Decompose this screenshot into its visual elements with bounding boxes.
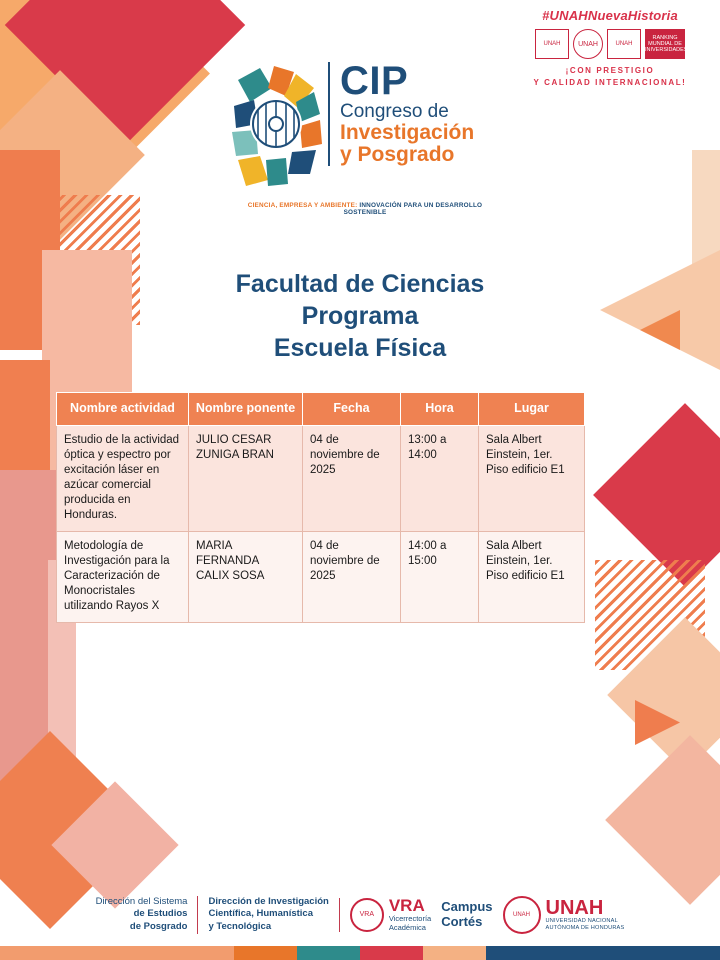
footer-posgrado-block [96, 896, 188, 934]
cip-line-3: y Posgrado [340, 142, 455, 166]
column-header-hora: Hora [401, 393, 479, 426]
slogan-line-1: ¡CON PRESTIGIO [565, 66, 655, 75]
cell-actividad: Metodología de Investigación para la Caracterización de Monocristales utilizando Rayos X [57, 531, 189, 622]
cell-fecha: 04 de noviembre de 2025 [303, 531, 401, 622]
title-line-3: Escuela Física [273, 334, 447, 362]
accreditation-seals [520, 29, 700, 59]
cip-line-2: Investigación [340, 120, 475, 144]
vra-line-1: Vicerrectoría [388, 914, 432, 924]
column-header-fecha: Fecha [303, 393, 401, 426]
column-header-ponente: Nombre ponente [189, 393, 303, 426]
bar-segment-6 [486, 946, 720, 960]
bar-segment-1 [0, 946, 234, 960]
vra-acronym: VRA [388, 896, 425, 916]
slogan-line-2: Y CALIDAD INTERNACIONAL! [533, 78, 687, 88]
title-line-2: Programa [301, 302, 419, 330]
decor-shape-right-strip [692, 150, 720, 270]
cip-line-1: Congreso de [340, 101, 449, 122]
campus-line-1: Campus [441, 899, 493, 915]
cell-hora: 13:00 a 14:00 [401, 425, 479, 531]
bottom-color-bar [0, 946, 720, 960]
page-title [130, 268, 590, 364]
cip-acronym: CIP [340, 59, 409, 103]
cell-lugar: Sala Albert Einstein, 1er. Piso edificio E1 [479, 425, 585, 531]
unah-badge [520, 8, 700, 88]
table-row [57, 531, 585, 622]
cell-fecha: 04 de noviembre de 2025 [303, 425, 401, 531]
cip-logo [230, 59, 500, 216]
schedule-table [56, 392, 585, 623]
seal-ranking-icon: RANKING MUNDIAL DE UNIVERSIDADES [645, 29, 685, 59]
seal-unah-2-icon: UNAH [573, 29, 603, 59]
table-header-row [57, 393, 585, 426]
bar-segment-3 [297, 946, 360, 960]
decor-shape-right-peach-triangle [600, 250, 720, 370]
footer-posgrado-line-1: Dirección del Sistema [95, 895, 188, 907]
unah-seal-icon: UNAH [503, 896, 541, 934]
vra-line-2: Académica [388, 923, 426, 933]
hashtag-text: #UNAHNuevaHistoria [542, 8, 678, 23]
unah-line-1: UNIVERSIDAD NACIONAL [545, 918, 618, 925]
cell-actividad: Estudio de la actividad óptica y espectro por excitación láser en azúcar comercial producida en Honduras. [57, 425, 189, 531]
footer-investigacion-line-2: Científica, Humanística [208, 908, 313, 920]
cip-wordmark [328, 59, 475, 166]
cell-ponente: JULIO CESAR ZUNIGA BRAN [189, 425, 303, 531]
title-line-1: Facultad de Ciencias [235, 270, 485, 298]
seal-unah-3-icon: UNAH [607, 29, 641, 59]
footer-divider-1 [339, 898, 340, 932]
cip-tagline [230, 202, 500, 216]
footer-posgrado-line-2: de Estudios [133, 908, 188, 920]
bar-segment-2 [234, 946, 297, 960]
cell-lugar: Sala Albert Einstein, 1er. Piso edificio E1 [479, 531, 585, 622]
unah-acronym: UNAH [545, 897, 604, 920]
cip-fan-icon [230, 62, 322, 190]
footer-investigacion-line-1: Dirección de Investigación [208, 895, 329, 907]
cip-tagline-part-1: CIENCIA, EMPRESA Y AMBIENTE: [247, 202, 358, 209]
seal-unah-1-icon: UNAH [535, 29, 569, 59]
footer-posgrado-line-3: de Posgrado [129, 921, 188, 933]
decor-shape-right-salmon [605, 735, 720, 905]
footer-investigacion-block [197, 896, 328, 934]
bar-segment-5 [423, 946, 486, 960]
column-header-actividad: Nombre actividad [57, 393, 189, 426]
footer-investigacion-line-3: y Tecnológica [208, 921, 272, 933]
table-row [57, 425, 585, 531]
footer-campus-block [441, 900, 492, 929]
vra-seal-icon: VRA [350, 898, 384, 932]
bar-segment-4 [360, 946, 423, 960]
footer-unah-logo [503, 896, 625, 934]
column-header-lugar: Lugar [479, 393, 585, 426]
cip-tagline-part-2: INNOVACIÓN PARA UN DESARROLLO SOSTENIBLE [343, 202, 483, 216]
unah-line-2: AUTÓNOMA DE HONDURAS [545, 924, 625, 931]
cell-ponente: MARIA FERNANDA CALIX SOSA [189, 531, 303, 622]
footer [0, 896, 720, 934]
campus-line-2: Cortés [441, 913, 483, 929]
footer-vra-logo [350, 897, 431, 932]
schedule-table-container [56, 392, 584, 623]
cell-hora: 14:00 a 15:00 [401, 531, 479, 622]
